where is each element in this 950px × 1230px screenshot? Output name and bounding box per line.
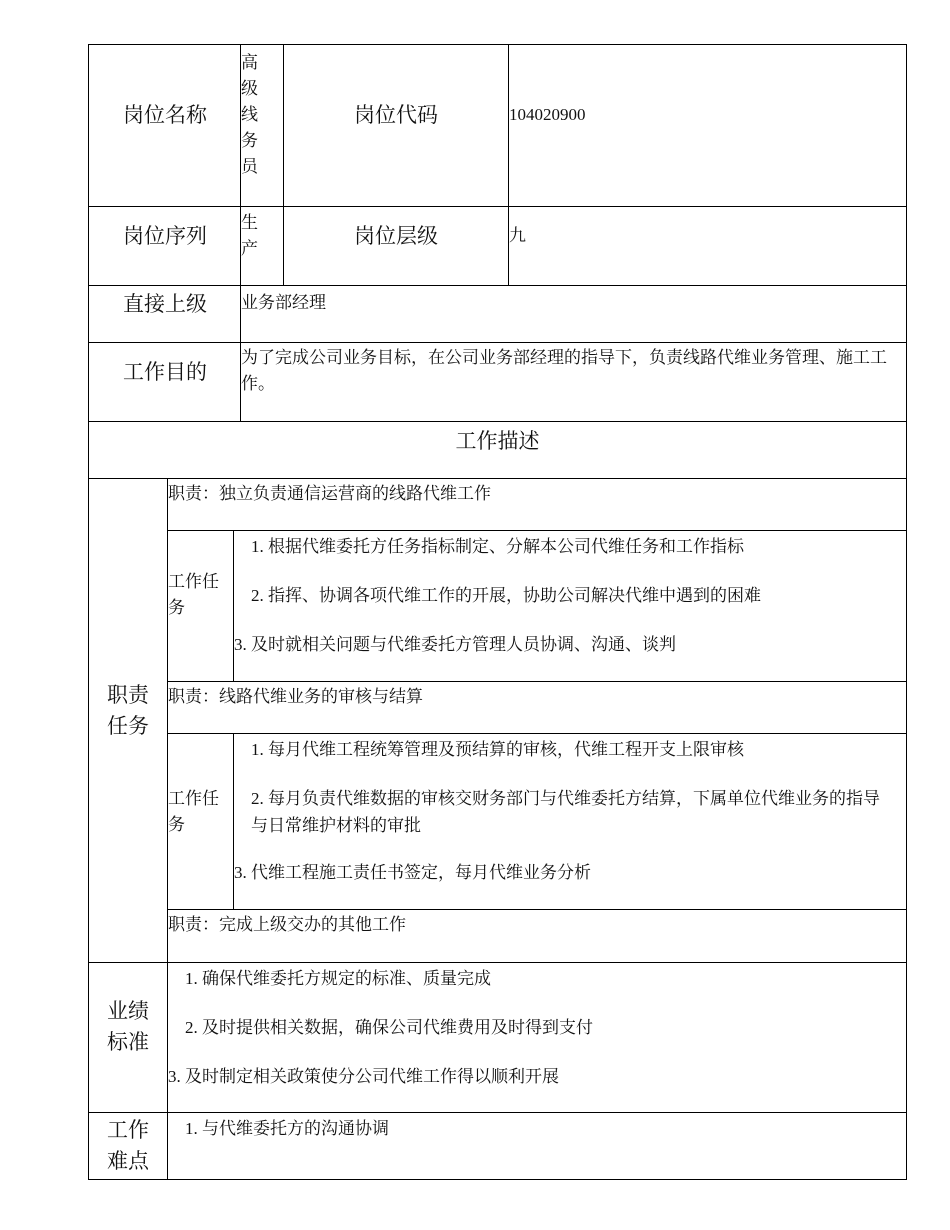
- task-item: 1. 每月代维工程统筹管理及预结算的审核，代维工程开支上限审核: [251, 740, 744, 759]
- post-code-value: 104020900: [509, 105, 586, 124]
- task-item: 3. 及时就相关问题与代维委托方管理人员协调、沟通、谈判: [234, 635, 676, 654]
- responsibility-title: 职责：独立负责通信运营商的线路代维工作: [168, 484, 491, 503]
- row-divider: [167, 909, 907, 910]
- task-label: 工作任务: [168, 572, 219, 617]
- row-divider: [88, 342, 907, 343]
- row-divider: [88, 206, 907, 207]
- post-code-label: 岗位代码: [354, 103, 438, 127]
- post-series-value: 生产: [241, 213, 258, 258]
- row-divider: [88, 478, 907, 479]
- row-divider: [88, 1112, 907, 1113]
- superior-value: 业务部经理: [241, 293, 326, 312]
- responsibility-title: 职责：完成上级交办的其他工作: [168, 915, 406, 934]
- performance-item: 3. 及时制定相关政策使分公司代维工作得以顺利开展: [168, 1067, 559, 1086]
- row-divider: [167, 530, 907, 531]
- row-divider: [167, 733, 907, 734]
- performance-item: 2. 及时提供相关数据，确保公司代维费用及时得到支付: [185, 1018, 593, 1037]
- post-name-value: 高级线务员: [241, 53, 258, 176]
- post-level-value: 九: [509, 226, 526, 245]
- post-name-label: 岗位名称: [123, 103, 207, 127]
- responsibilities-label: 职责任务: [107, 683, 149, 738]
- purpose-label: 工作目的: [123, 360, 207, 384]
- section-title: 工作描述: [455, 429, 540, 453]
- task-label: 工作任务: [168, 789, 219, 834]
- row-divider: [88, 962, 907, 963]
- difficulty-label: 工作难点: [107, 1118, 149, 1173]
- performance-label: 业绩标准: [107, 999, 149, 1054]
- difficulty-item: 1. 与代维委托方的沟通协调: [185, 1119, 389, 1138]
- post-level-label: 岗位层级: [354, 224, 438, 248]
- task-item: 2. 每月负责代维数据的审核交财务部门与代维委托方结算，下属单位代维业务的指导与日常维护材料的审批: [251, 789, 880, 835]
- purpose-value: 为了完成公司业务目标，在公司业务部经理的指导下，负责线路代维业务管理、施工工作。: [241, 348, 887, 393]
- col-divider: [233, 530, 234, 681]
- task-item: 1. 根据代维委托方任务指标制定、分解本公司代维任务和工作指标: [251, 537, 744, 556]
- responsibility-title: 职责：线路代维业务的审核与结算: [168, 687, 423, 706]
- task-item: 3. 代维工程施工责任书签定，每月代维业务分析: [234, 863, 591, 882]
- task-item: 2. 指挥、协调各项代维工作的开展，协助公司解决代维中遇到的困难: [251, 586, 761, 605]
- row-divider: [88, 421, 907, 422]
- post-series-label: 岗位序列: [123, 224, 207, 248]
- superior-label: 直接上级: [123, 292, 207, 316]
- performance-item: 1. 确保代维委托方规定的标准、质量完成: [185, 969, 491, 988]
- row-divider: [167, 681, 907, 682]
- row-divider: [88, 285, 907, 286]
